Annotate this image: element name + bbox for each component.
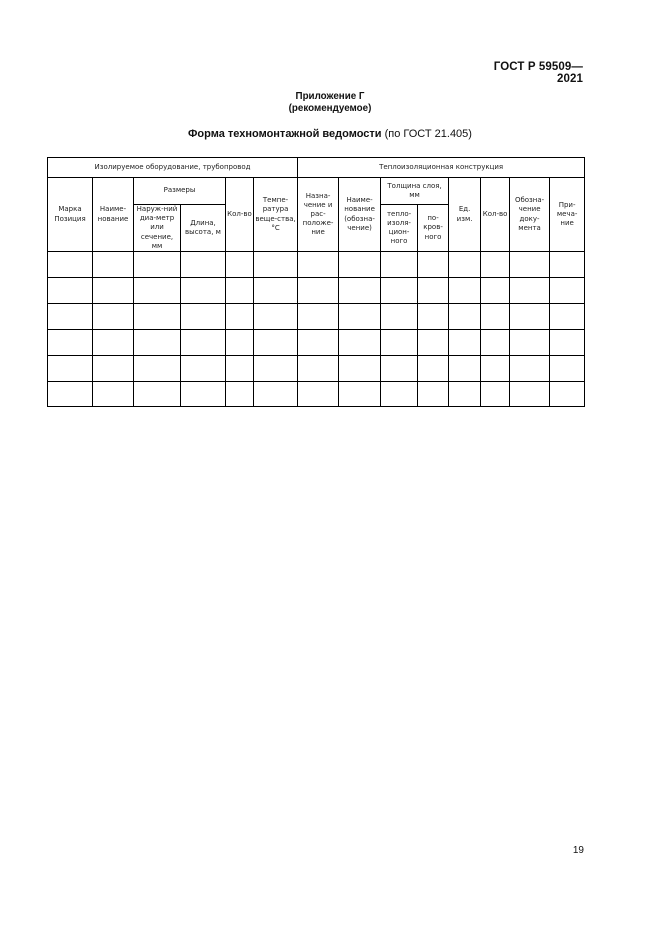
table-cell [134, 330, 181, 356]
table-cell [93, 252, 134, 278]
table-cell [134, 382, 181, 407]
table-cell [134, 252, 181, 278]
table-cell [181, 382, 226, 407]
table-cell [550, 278, 585, 304]
table-cell [418, 382, 449, 407]
table-cell [481, 356, 510, 382]
table-cell [254, 356, 298, 382]
col-thermal-layer-header: тепло-изоля-цион-ного [381, 205, 418, 252]
table-cell [298, 382, 339, 407]
table-cell [134, 278, 181, 304]
table-cell [226, 278, 254, 304]
table-cell [48, 330, 93, 356]
col-note-header: При-меча-ние [550, 178, 585, 252]
table-cell [510, 278, 550, 304]
table-cell [449, 252, 481, 278]
table-cell [381, 278, 418, 304]
table-cell [449, 304, 481, 330]
group-insulation-header: Теплоизоляционная конструкция [298, 158, 585, 178]
table-cell [226, 382, 254, 407]
table-cell [381, 356, 418, 382]
group-thickness-header: Толщина слоя, мм [381, 178, 449, 205]
table-cell [93, 278, 134, 304]
table-cell [254, 252, 298, 278]
col-mark-header: Марка Позиция [48, 178, 93, 252]
techno-assembly-form-table [47, 157, 585, 407]
table-cell [93, 330, 134, 356]
table-cell [254, 382, 298, 407]
table-cell [298, 356, 339, 382]
form-title-main: Форма техномонтажной ведомости [188, 128, 382, 140]
table-cell [298, 278, 339, 304]
table-cell [550, 382, 585, 407]
table-row [48, 330, 585, 356]
table-cell [93, 304, 134, 330]
table-cell [339, 252, 381, 278]
table-cell [181, 330, 226, 356]
col-length-header: Длина, высота, м [181, 205, 226, 252]
table-cell [418, 330, 449, 356]
table-cell [449, 330, 481, 356]
table-cell [381, 252, 418, 278]
col-cover-layer-header: по-кров-ного [418, 205, 449, 252]
table-cell [181, 304, 226, 330]
col-insulation-name-header: Наиме-нование (обозна-чение) [339, 178, 381, 252]
table-cell [226, 330, 254, 356]
form-title [120, 128, 540, 140]
table-cell [510, 330, 550, 356]
table-cell [298, 252, 339, 278]
table-cell [298, 330, 339, 356]
table-cell [226, 356, 254, 382]
col-document-header: Обозна-чение доку-мента [510, 178, 550, 252]
table-cell [550, 304, 585, 330]
table-cell [339, 382, 381, 407]
table-cell [381, 330, 418, 356]
table-cell [93, 356, 134, 382]
appendix-subtitle: (рекомендуемое) [288, 103, 372, 114]
table-cell [418, 278, 449, 304]
table-cell [298, 304, 339, 330]
table-cell [381, 382, 418, 407]
table-cell [550, 356, 585, 382]
group-equipment-header: Изолируемое оборудование, трубопровод [48, 158, 298, 178]
table-cell [254, 330, 298, 356]
table-row [48, 382, 585, 407]
table-cell [226, 252, 254, 278]
group-sizes-header: Размеры [134, 178, 226, 205]
table-cell [510, 382, 550, 407]
table-cell [381, 304, 418, 330]
table-cell [226, 304, 254, 330]
table-cell [134, 356, 181, 382]
table-cell [254, 304, 298, 330]
table-cell [181, 252, 226, 278]
table-row [48, 278, 585, 304]
col-unit-header: Ед. изм. [449, 178, 481, 252]
table-cell [418, 304, 449, 330]
table-cell [48, 382, 93, 407]
table-cell [134, 304, 181, 330]
table-cell [449, 278, 481, 304]
table-cell [339, 356, 381, 382]
table-cell [510, 304, 550, 330]
appendix-heading [200, 91, 460, 115]
table-cell [510, 356, 550, 382]
table-row [48, 252, 585, 278]
table-cell [339, 330, 381, 356]
table-cell [481, 304, 510, 330]
table-cell [339, 304, 381, 330]
table-cell [481, 382, 510, 407]
table-cell [550, 330, 585, 356]
table-cell [181, 278, 226, 304]
table-cell [418, 356, 449, 382]
page-number: 19 [572, 845, 584, 856]
col-purpose-header: Назна-чение и рас-положе-ние [298, 178, 339, 252]
standard-id: ГОСТ Р 59509—2021 [493, 61, 583, 85]
col-name-header: Наиме-нование [93, 178, 134, 252]
table-row [48, 356, 585, 382]
table-cell [481, 330, 510, 356]
appendix-title: Приложение Г [295, 91, 365, 102]
table-cell [93, 382, 134, 407]
table-cell [449, 382, 481, 407]
table-cell [48, 252, 93, 278]
table-row [48, 304, 585, 330]
table-cell [449, 356, 481, 382]
table-cell [48, 278, 93, 304]
table-cell [481, 252, 510, 278]
table-cell [418, 252, 449, 278]
col-insulation-qty-header: Кол-во [481, 178, 510, 252]
table-cell [48, 304, 93, 330]
table-cell [339, 278, 381, 304]
table-cell [181, 356, 226, 382]
table-cell [48, 356, 93, 382]
col-qty-header: Кол-во [226, 178, 254, 252]
table-cell [481, 278, 510, 304]
col-temperature-header: Темпе-ратура веще-ства, °С [254, 178, 298, 252]
table-cell [510, 252, 550, 278]
col-outer-diameter-header: Наруж-ний диа-метр или сечение, мм [134, 205, 181, 252]
table-cell [550, 252, 585, 278]
form-title-note: (по ГОСТ 21.405) [384, 128, 472, 140]
table-cell [254, 278, 298, 304]
